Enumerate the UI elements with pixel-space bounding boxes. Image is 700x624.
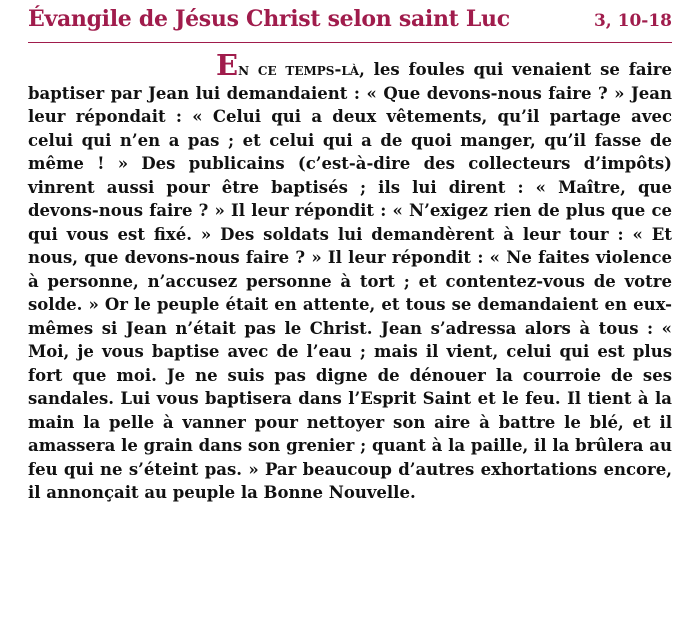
verse-reference: 3, 10-18 [593,11,672,31]
reading-header [28,6,672,43]
text-lead [28,48,360,82]
drop-cap: E [216,48,239,82]
opening-phrase: n ce temps-là [238,60,360,79]
reading-body: , les foules qui venaient se faire baptiser par Jean lui demandaient : « Que devons-nous faire ? » Jean leur répondait : « Celui qui a deux vêtements, qu’il partage avec celui qui n’en a pas ; et celui qui a de quoi manger, qu’il fasse de même ! » Des publicains (c’est-à-dire des collecteurs d’impôts) vinrent aussi pour être baptisés ; ils lui dirent : « Maître, que devons-nous faire ? » Il leur répondit : « N’exigez rien de plus que ce qui vous est fixé. » Des soldats lui demandèrent à leur tour : « Et nous, que devons-nous faire ? » Il leur répondit : « Ne faites violence à personne, n’accusez personne à tort ; et contentez-vous de votre solde. » Or le peuple était en attente, et tous se demandaient en eux-mêmes si Jean n’était pas le Christ. Jean s’adressa alors à tous : « Moi, je vous baptise avec de l’eau ; mais il vient, celui qui est plus fort que moi. Je ne suis pas digne de dénouer la courroie de ses sandales. Lui vous baptisera dans l’Esprit Saint et le feu. Il tient à la main la pelle à vanner pour nettoyer son aire à battre le blé, et il amassera le grain dans son grenier ; quant à la paille, il la brûlera au feu qui ne s’éteint pas. » Par beaucoup d’autres exhortations encore, il annonçait au peuple la Bonne Nouvelle. [28,60,672,502]
gospel-page [28,6,672,505]
gospel-title: Évangile de Jésus Christ selon saint Luc [28,6,510,32]
gospel-text [28,48,672,505]
